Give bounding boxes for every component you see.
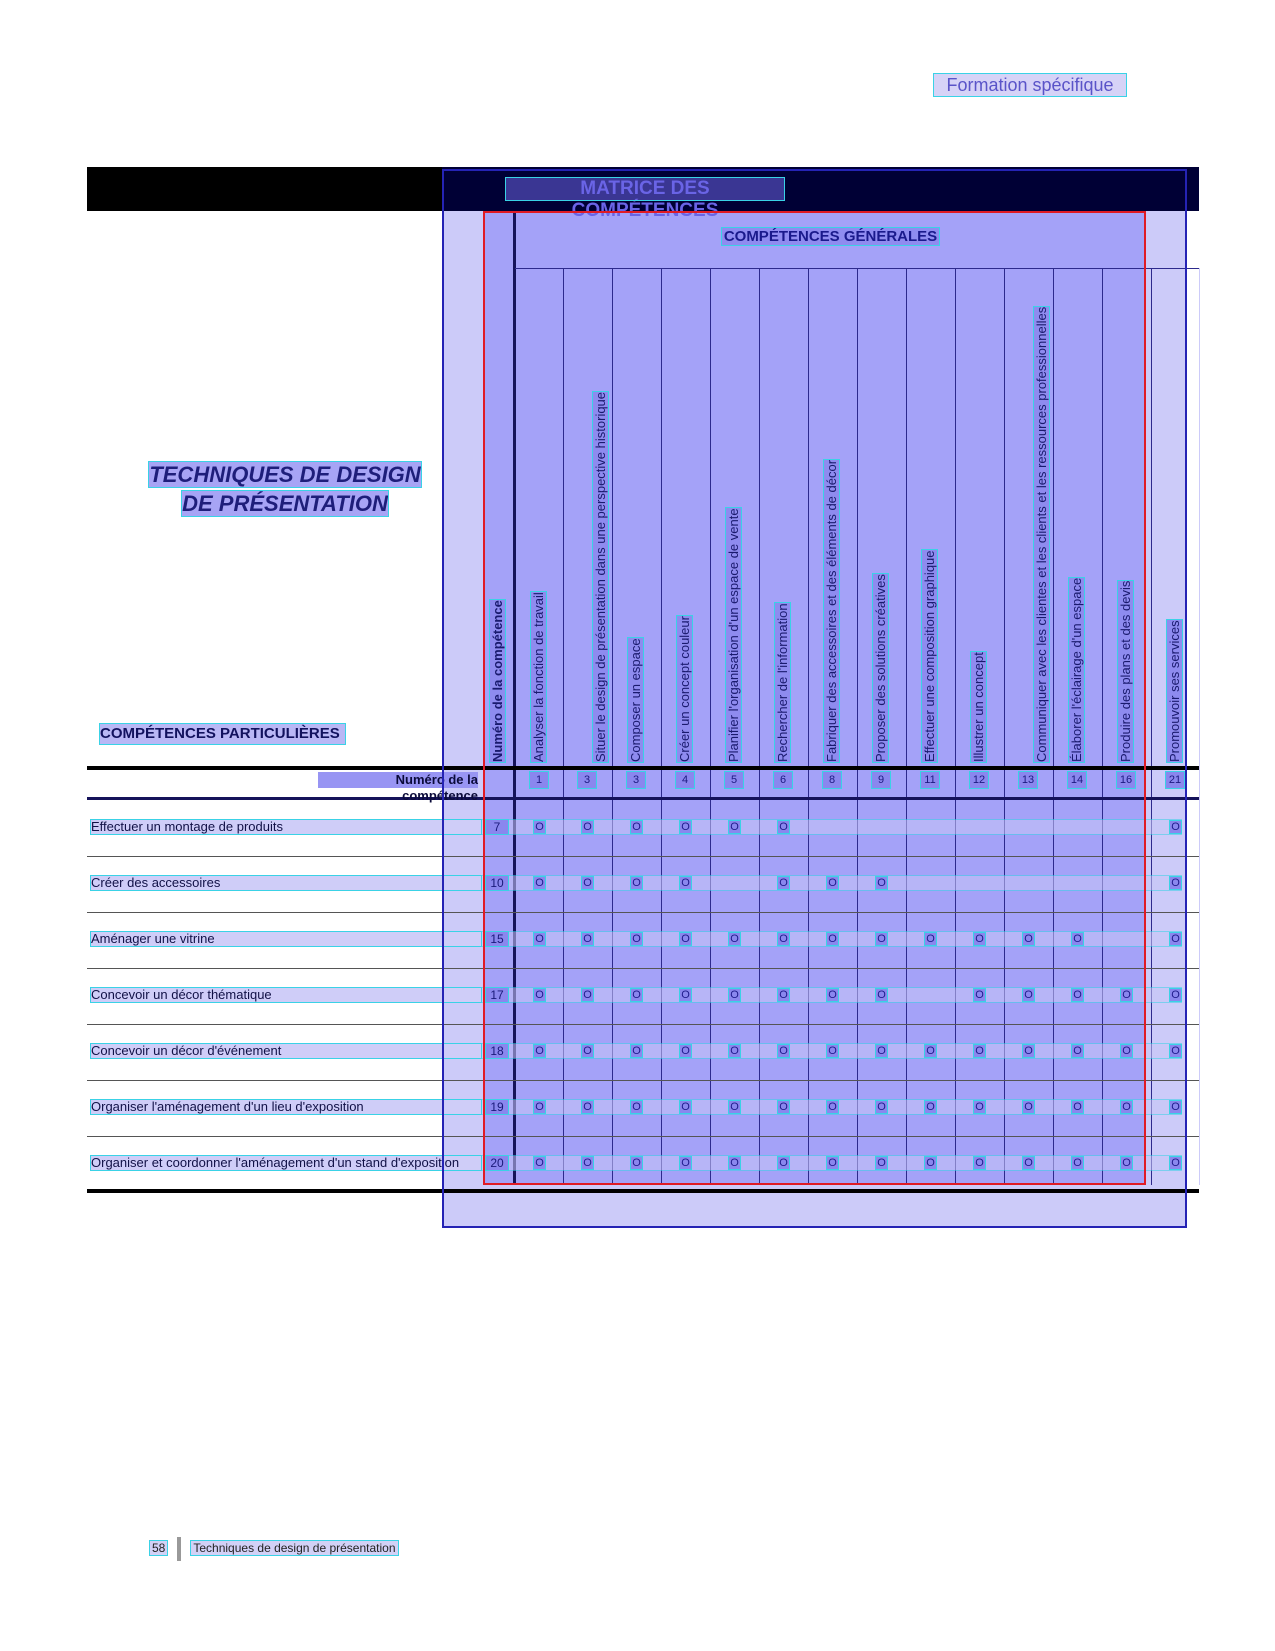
competency-mark: O — [632, 877, 641, 889]
grid-line — [513, 211, 516, 1185]
competency-mark: O — [1122, 989, 1131, 1001]
footer-title: Techniques de design de présentation — [193, 1541, 396, 1556]
row-label: Concevoir un décor d'événement — [91, 1044, 481, 1058]
bottom-rule — [87, 1189, 1199, 1193]
column-number: 14 — [1068, 772, 1086, 788]
column-label: Effectuer une composition graphique — [922, 550, 937, 762]
row-number: 20 — [486, 1156, 508, 1170]
competency-mark: O — [828, 1157, 837, 1169]
competency-mark: O — [926, 1101, 935, 1113]
competency-mark: O — [1024, 1157, 1033, 1169]
column-label: Composer un espace — [628, 638, 643, 762]
competency-mark: O — [632, 1045, 641, 1057]
competency-mark: O — [583, 933, 592, 945]
competency-mark: O — [730, 1157, 739, 1169]
competency-mark: O — [632, 1101, 641, 1113]
competency-mark: O — [681, 1157, 690, 1169]
column-number: 16 — [1117, 772, 1135, 788]
row-separator — [87, 1136, 1199, 1137]
column-label: Situer le design de présentation dans une perspective historique — [593, 391, 608, 762]
grid-line — [483, 211, 485, 1185]
competency-mark: O — [1024, 989, 1033, 1001]
column-label: Produire des plans et des devis — [1118, 580, 1133, 762]
row-number: 15 — [486, 932, 508, 946]
column-label: Élaborer l'éclairage d'un espace — [1069, 577, 1084, 762]
competency-mark: O — [535, 1101, 544, 1113]
competency-mark: O — [535, 989, 544, 1001]
competency-mark: O — [535, 933, 544, 945]
competency-mark: O — [583, 989, 592, 1001]
row-number: 10 — [486, 876, 508, 890]
competency-mark: O — [535, 877, 544, 889]
competency-mark: O — [1171, 877, 1180, 889]
row-number: 7 — [486, 820, 508, 834]
program-title-line2: DE PRÉSENTATION — [182, 491, 388, 516]
row-label: Organiser l'aménagement d'un lieu d'exposition — [91, 1100, 481, 1114]
competency-mark: O — [975, 1101, 984, 1113]
competency-mark: O — [535, 1045, 544, 1057]
competency-mark: O — [975, 1157, 984, 1169]
competency-mark: O — [779, 877, 788, 889]
header-rule — [87, 766, 1199, 770]
competency-mark: O — [828, 877, 837, 889]
column-label: Créer un concept couleur — [677, 616, 692, 762]
competency-mark: O — [1171, 933, 1180, 945]
row-number: 17 — [486, 988, 508, 1002]
column-number: 6 — [774, 772, 792, 788]
column-number: 5 — [725, 772, 743, 788]
column-label: Illustrer un concept — [971, 652, 986, 762]
competency-mark: O — [1171, 1101, 1180, 1113]
competency-mark: O — [926, 1045, 935, 1057]
row-separator — [87, 912, 1199, 913]
competency-mark: O — [1073, 1101, 1082, 1113]
competency-mark: O — [877, 933, 886, 945]
competency-mark: O — [1073, 933, 1082, 945]
competency-mark: O — [632, 821, 641, 833]
column-number: 3 — [578, 772, 596, 788]
row-label: Effectuer un montage de produits — [91, 820, 481, 834]
competency-mark: O — [779, 1157, 788, 1169]
competency-mark: O — [779, 821, 788, 833]
competency-mark: O — [1073, 989, 1082, 1001]
competency-mark: O — [730, 821, 739, 833]
competency-mark: O — [583, 821, 592, 833]
competency-mark: O — [632, 1157, 641, 1169]
row-label: Créer des accessoires — [91, 876, 481, 890]
competency-mark: O — [1122, 1157, 1131, 1169]
column-number: 4 — [676, 772, 694, 788]
competency-mark: O — [828, 933, 837, 945]
matrix-title: MATRICE DES COMPÉTENCES — [506, 178, 784, 200]
competency-mark: O — [926, 933, 935, 945]
competency-mark: O — [1171, 989, 1180, 1001]
row-label: Organiser et coordonner l'aménagement d'un stand d'exposition — [91, 1156, 481, 1170]
column-label: Communiquer avec les clientes et les clients et les ressources professionnelles — [1034, 306, 1049, 762]
page-number: 58 — [152, 1541, 166, 1556]
number-row-rule — [87, 797, 1199, 800]
grid-line — [515, 268, 1199, 269]
competency-mark: O — [681, 1101, 690, 1113]
competency-mark: O — [1073, 1045, 1082, 1057]
row-separator — [87, 968, 1199, 969]
column-label: Promouvoir ses services — [1167, 620, 1182, 762]
competency-mark: O — [877, 1157, 886, 1169]
competency-mark: O — [681, 877, 690, 889]
competency-mark: O — [1024, 1045, 1033, 1057]
competency-mark: O — [779, 989, 788, 1001]
row-separator — [87, 1024, 1199, 1025]
competency-mark: O — [877, 989, 886, 1001]
competency-mark: O — [1024, 933, 1033, 945]
competency-mark: O — [730, 933, 739, 945]
competency-mark: O — [535, 821, 544, 833]
general-competencies-title: COMPÉTENCES GÉNÉRALES — [723, 228, 938, 245]
column-label: Rechercher de l'information — [775, 603, 790, 762]
row-separator — [87, 1080, 1199, 1081]
competency-mark: O — [681, 1045, 690, 1057]
competency-mark: O — [730, 1045, 739, 1057]
page-footer — [150, 1537, 398, 1556]
column-label: Planifier l'organisation d'un espace de vente — [726, 508, 741, 762]
competency-mark: O — [779, 1045, 788, 1057]
program-title-line1: TECHNIQUES DE DESIGN — [149, 462, 421, 487]
competency-mark: O — [975, 989, 984, 1001]
competency-mark: O — [828, 1045, 837, 1057]
competency-mark: O — [583, 1045, 592, 1057]
column-number: 8 — [823, 772, 841, 788]
competency-mark: O — [926, 1157, 935, 1169]
grid-line — [1199, 268, 1200, 1185]
row-separator — [87, 856, 1199, 857]
competency-mark: O — [1171, 821, 1180, 833]
column-number: 21 — [1166, 772, 1184, 788]
competency-mark: O — [632, 933, 641, 945]
competency-mark: O — [877, 1045, 886, 1057]
competency-mark: O — [779, 933, 788, 945]
competency-mark: O — [730, 989, 739, 1001]
particular-competencies-title: COMPÉTENCES PARTICULIÈRES — [100, 724, 345, 744]
competency-mark: O — [877, 877, 886, 889]
column-label: Proposer des solutions créatives — [873, 574, 888, 762]
competency-mark: O — [583, 877, 592, 889]
competency-mark: O — [681, 821, 690, 833]
competency-mark: O — [828, 1101, 837, 1113]
row-label: Aménager une vitrine — [91, 932, 481, 946]
competency-mark: O — [632, 989, 641, 1001]
competency-mark: O — [1171, 1045, 1180, 1057]
competency-mark: O — [1171, 1157, 1180, 1169]
competency-mark: O — [583, 1101, 592, 1113]
column-number: 3 — [627, 772, 645, 788]
competency-mark: O — [828, 989, 837, 1001]
program-title — [140, 460, 430, 518]
column-number: 11 — [921, 772, 939, 788]
column-number: 12 — [970, 772, 988, 788]
row-number: 19 — [486, 1100, 508, 1114]
competency-mark: O — [877, 1101, 886, 1113]
column-label: Fabriquer des accessoires et des éléments de décor — [824, 459, 839, 762]
competency-mark: O — [975, 1045, 984, 1057]
column-number: 1 — [530, 772, 548, 788]
competency-mark: O — [975, 933, 984, 945]
competency-mark: O — [1024, 1101, 1033, 1113]
section-header: Formation spécifique — [934, 74, 1126, 96]
number-row-label: Numéro de la compétence — [318, 772, 478, 788]
column-number: 13 — [1019, 772, 1037, 788]
competency-mark: O — [583, 1157, 592, 1169]
competency-mark: O — [681, 933, 690, 945]
competency-mark: O — [730, 1101, 739, 1113]
competency-mark: O — [535, 1157, 544, 1169]
competency-mark: O — [1122, 1101, 1131, 1113]
competency-mark: O — [1073, 1157, 1082, 1169]
competency-mark: O — [779, 1101, 788, 1113]
row-number: 18 — [486, 1044, 508, 1058]
number-column-label: Numéro de la compétence — [490, 600, 505, 762]
footer-divider — [177, 1537, 181, 1561]
competency-mark: O — [1122, 1045, 1131, 1057]
competency-mark: O — [681, 989, 690, 1001]
column-number: 9 — [872, 772, 890, 788]
row-label: Concevoir un décor thématique — [91, 988, 481, 1002]
column-label: Analyser la fonction de travail — [531, 592, 546, 762]
